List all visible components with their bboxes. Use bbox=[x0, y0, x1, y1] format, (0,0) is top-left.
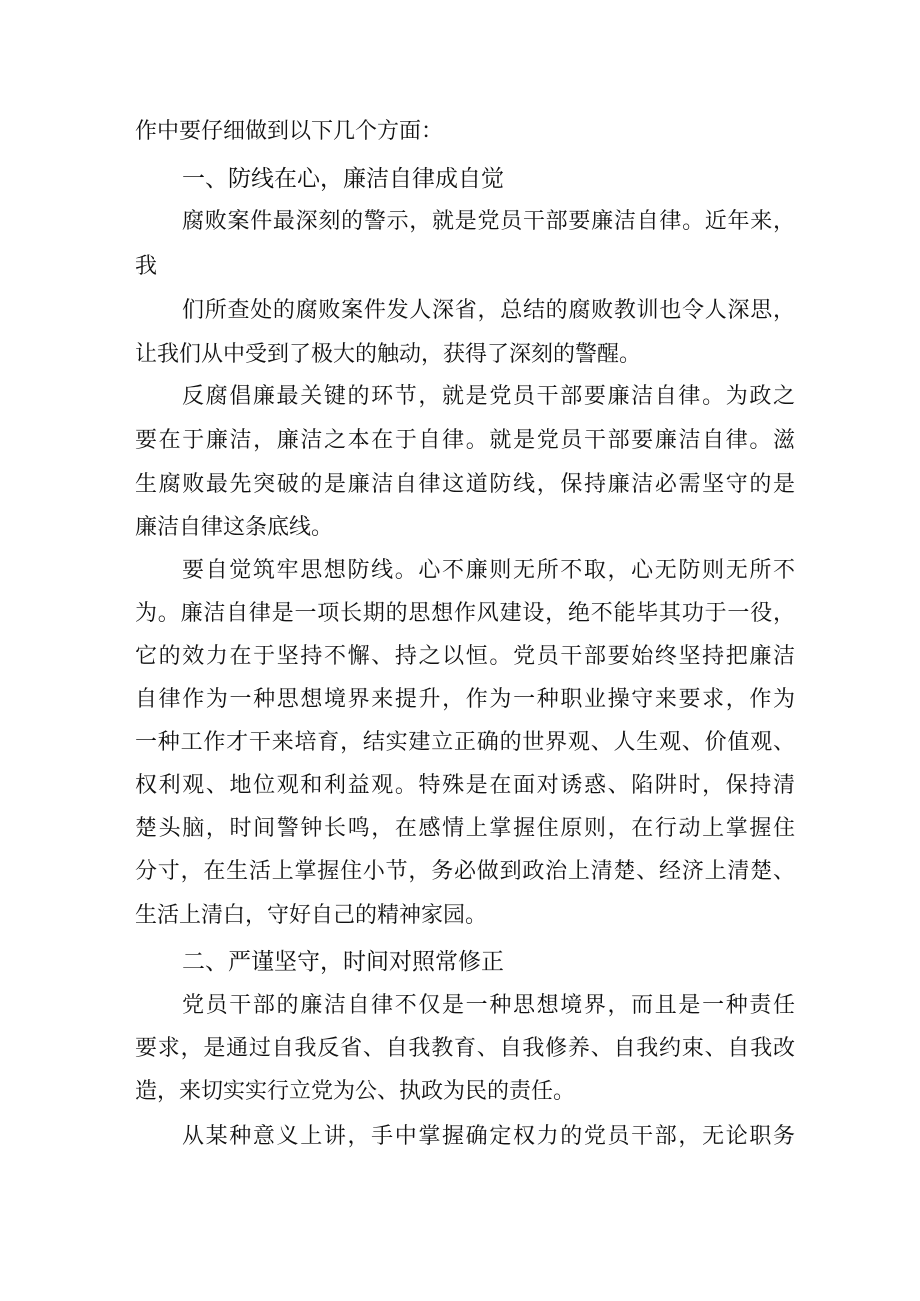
paragraph-line: 为。廉洁自律是一项长期的思想作风建设，绝不能毕其功于一役， bbox=[135, 601, 795, 626]
paragraph-line: 分寸，在生活上掌握住小节，务必做到政治上清楚、经济上清楚、 bbox=[135, 859, 795, 884]
paragraph-line: 廉洁自律这条底线。 bbox=[135, 515, 334, 540]
section-heading-1: 一、防线在心，廉洁自律成自觉 bbox=[182, 166, 504, 192]
text-line-continuation: 作中要仔细做到以下几个方面： bbox=[135, 119, 444, 144]
paragraph-line: 权利观、地位观和利益观。特殊是在面对诱惑、陷阱时，保持清 bbox=[135, 773, 795, 798]
paragraph-line: 让我们从中受到了极大的触动，获得了深刻的警醒。 bbox=[135, 342, 642, 367]
paragraph-line: 从某种意义上讲，手中掌握确定权力的党员干部，无论职务 bbox=[182, 1124, 795, 1149]
paragraph-line: 自律作为一种思想境界来提升，作为一种职业操守来要求，作为 bbox=[135, 687, 795, 712]
paragraph-line: 我 bbox=[135, 254, 158, 279]
paragraph-line: 楚头脑，时间警钟长鸣，在感情上掌握住原则，在行动上掌握住 bbox=[135, 816, 795, 841]
paragraph-line: 们所查处的腐败案件发人深省，总结的腐败教训也令人深思， bbox=[182, 298, 795, 323]
paragraph-line: 它的效力在于坚持不懈、持之以恒。党员干部要始终坚持把廉洁 bbox=[135, 644, 795, 669]
paragraph-line: 要求，是通过自我反省、自我教育、自我修养、自我约束、自我改 bbox=[135, 1036, 795, 1061]
section-heading-2: 二、严谨坚守，时间对照常修正 bbox=[182, 949, 504, 975]
paragraph-line: 反腐倡廉最关键的环节，就是党员干部要廉洁自律。为政之 bbox=[182, 384, 795, 409]
paragraph-line: 造，来切实实行立党为公、执政为民的责任。 bbox=[135, 1079, 576, 1104]
paragraph-line: 生腐败最先突破的是廉洁自律这道防线，保持廉洁必需坚守的是 bbox=[135, 472, 795, 497]
paragraph-line: 腐败案件最深刻的警示，就是党员干部要廉洁自律。近年来， bbox=[182, 209, 795, 234]
paragraph-line: 生活上清白，守好自己的精神家园。 bbox=[135, 903, 488, 928]
paragraph-line: 要在于廉洁，廉洁之本在于自律。就是党员干部要廉洁自律。滋 bbox=[135, 428, 795, 453]
paragraph-line: 要自觉筑牢思想防线。心不廉则无所不取，心无防则无所不 bbox=[182, 558, 795, 583]
paragraph-line: 一种工作才干来培育，结实建立正确的世界观、人生观、价值观、 bbox=[135, 730, 795, 755]
paragraph-line: 党员干部的廉洁自律不仅是一种思想境界，而且是一种责任 bbox=[182, 993, 795, 1018]
